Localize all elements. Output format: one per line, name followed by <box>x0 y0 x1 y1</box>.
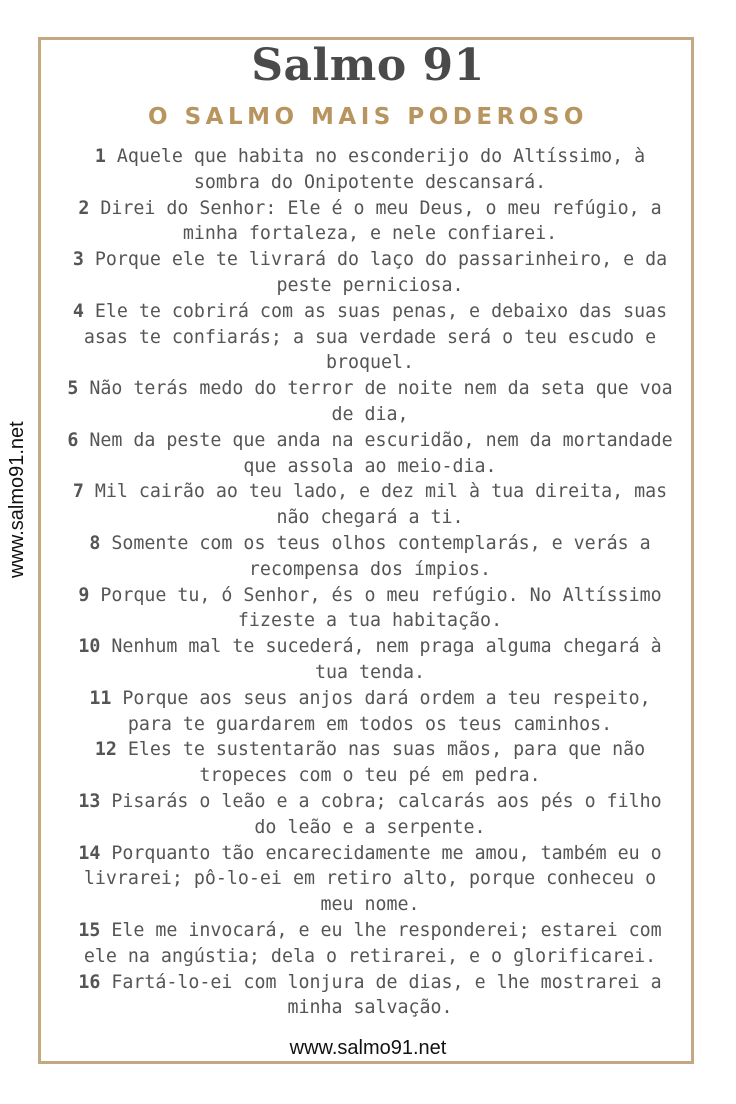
verse-number: 5 <box>67 378 79 400</box>
verse-line <box>55 892 685 918</box>
verse-number: 1 <box>94 146 106 167</box>
verse-text: Direi do Senhor: Ele é o meu Deus, o meu refúgio, a <box>100 197 662 219</box>
verse-text: livrarei; pô-lo-ei em retiro alto, porque conheceu o <box>83 868 657 890</box>
verse-text: Aquele que habita no esconderijo do Altíssimo, à <box>116 146 646 167</box>
verse-line <box>55 247 685 273</box>
verse-line <box>55 557 685 583</box>
verse-line <box>55 815 685 841</box>
side-website-url: www.salmo91.net <box>6 421 28 578</box>
verse <box>55 841 685 918</box>
verse-line <box>55 866 685 892</box>
verse-number: 2 <box>78 197 90 219</box>
verse-line <box>55 144 685 170</box>
verse-text: peste perniciosa. <box>276 274 464 296</box>
verse-number: 12 <box>94 739 117 761</box>
verse-line <box>55 737 685 763</box>
page-subtitle: O SALMO MAIS PODEROSO <box>148 104 588 130</box>
verse-number: 9 <box>78 584 90 606</box>
verse <box>55 789 685 841</box>
verse-line <box>55 660 685 686</box>
verse-line <box>55 634 685 660</box>
verses-list <box>55 144 685 1021</box>
verse-line <box>55 608 685 634</box>
verse-text: meu nome. <box>320 894 420 916</box>
page-title: Salmo 91 <box>251 40 485 91</box>
verse-text: minha salvação. <box>287 997 453 1019</box>
verse-text: asas te confiarás; a sua verdade será o teu escudo e <box>83 326 657 348</box>
verse <box>55 634 685 686</box>
verse-number: 6 <box>67 429 79 451</box>
verse-line <box>55 299 685 325</box>
verse-text: Fartá-lo-ei com lonjura de dias, e lhe mostrarei a <box>111 971 662 993</box>
verse <box>55 918 685 970</box>
verse-text: Porque aos seus anjos dará ordem a teu respeito, <box>122 687 651 709</box>
verse-text: Somente com os teus olhos contemplarás, e verás a <box>111 532 651 554</box>
verse-line <box>55 350 685 376</box>
verse-text: Não terás medo do terror de noite nem da seta que voa <box>89 378 673 400</box>
verse-line <box>55 531 685 557</box>
verse-text: Ele me invocará, e eu lhe responderei; estarei com <box>111 919 662 941</box>
verse-text: tropeces com o teu pé em pedra. <box>199 765 541 787</box>
verse-line <box>55 479 685 505</box>
verse-text: sombra do Onipotente descansará. <box>193 171 547 193</box>
verse-number: 4 <box>72 300 84 322</box>
verse-line <box>55 583 685 609</box>
verse-number: 16 <box>78 971 101 993</box>
verse <box>55 737 685 789</box>
verse-number: 11 <box>89 687 112 709</box>
verse <box>55 583 685 635</box>
verse-text: Pisarás o leão e a cobra; calcarás aos pés o filho <box>111 790 662 812</box>
verse-text: do leão e a serpente. <box>254 816 486 838</box>
verse-line <box>55 944 685 970</box>
verse-number: 14 <box>78 842 101 864</box>
verse-line <box>55 712 685 738</box>
verse-line <box>55 686 685 712</box>
verse-text: Porquanto tão encarecidamente me amou, também eu o <box>111 842 662 864</box>
verse-text: ele na angústia; dela o retirarei, e o glorificarei. <box>83 945 657 967</box>
verse-number: 7 <box>72 481 84 503</box>
verse <box>55 479 685 531</box>
verse <box>55 531 685 583</box>
verse-line <box>55 995 685 1021</box>
verse-text: Porque ele te livrará do laço do passarinheiro, e da <box>94 249 668 271</box>
verse-text: fizeste a tua habitação. <box>237 610 503 632</box>
verse-line <box>55 970 685 996</box>
verse-line <box>55 454 685 480</box>
verse-text: Eles te sustentarão nas suas mãos, para que não <box>127 739 646 761</box>
verse <box>55 144 685 196</box>
verse-text: Porque tu, ó Senhor, és o meu refúgio. No Altíssimo <box>100 584 662 606</box>
verse-line <box>55 428 685 454</box>
verse-text: broquel. <box>325 352 415 374</box>
verse <box>55 970 685 1022</box>
verse-text: Ele te cobrirá com as suas penas, e debaixo das suas <box>94 300 668 322</box>
verse-number: 8 <box>89 532 101 554</box>
verse <box>55 428 685 480</box>
verse-text: recompensa dos ímpios. <box>248 558 492 580</box>
verse-line <box>55 376 685 402</box>
verse-line <box>55 221 685 247</box>
verse-text: de dia, <box>331 403 409 425</box>
verse-line <box>55 505 685 531</box>
verse-line <box>55 918 685 944</box>
verse <box>55 686 685 738</box>
verse-line <box>55 273 685 299</box>
verse-text: para te guardarem em todos os teus caminhos. <box>127 713 613 735</box>
verse-line <box>55 789 685 815</box>
verse-text: Mil cairão ao teu lado, e dez mil à tua direita, mas <box>94 481 668 503</box>
verse-line <box>55 763 685 789</box>
verse-number: 3 <box>72 249 84 271</box>
verse-line <box>55 196 685 222</box>
verse-text: minha fortaleza, e nele confiarei. <box>182 223 558 245</box>
verse-number: 10 <box>78 636 101 658</box>
verse-text: Nenhum mal te sucederá, nem praga alguma chegará à <box>111 636 662 658</box>
verse-text: não chegará a ti. <box>276 507 464 529</box>
verse-line <box>55 170 685 196</box>
verse-line <box>55 841 685 867</box>
verse-number: 15 <box>78 919 101 941</box>
verse-text: que assola ao meio-dia. <box>243 455 497 477</box>
verse-text: tua tenda. <box>314 661 426 683</box>
verse-line <box>55 325 685 351</box>
bottom-website-url: www.salmo91.net <box>289 1037 447 1059</box>
verse <box>55 196 685 248</box>
verse-number: 13 <box>78 790 101 812</box>
verse <box>55 376 685 428</box>
verse-line <box>55 402 685 428</box>
verse <box>55 247 685 299</box>
verse-text: Nem da peste que anda na escuridão, nem da mortandade <box>89 429 673 451</box>
verse <box>55 299 685 376</box>
